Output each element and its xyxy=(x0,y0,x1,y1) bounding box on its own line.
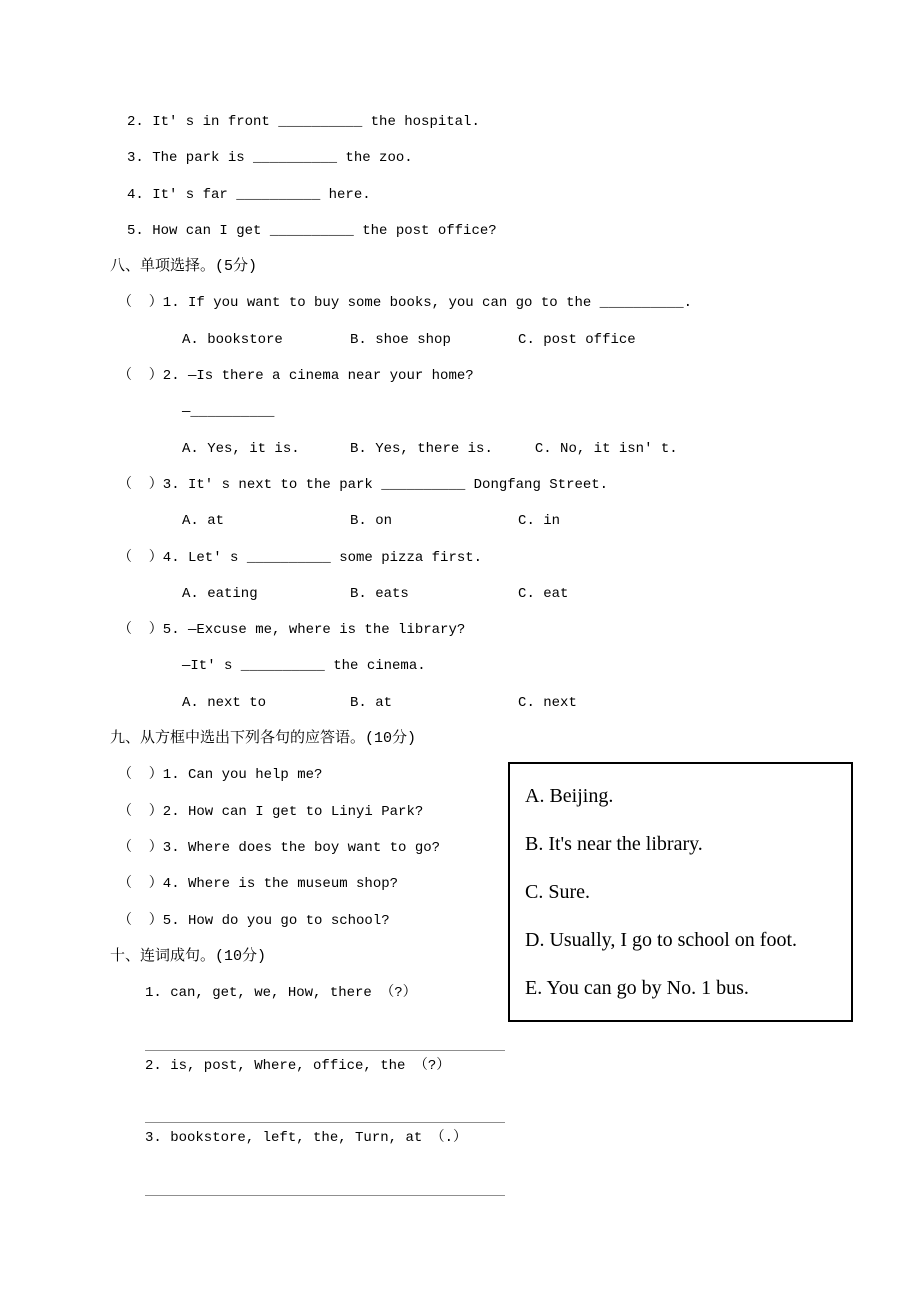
choice-question-2-options: A. Yes, it is. B. Yes, there is. C. No, it isn' t. xyxy=(182,440,678,457)
choice-question-3-options: A. at B. on C. in xyxy=(182,513,561,530)
choice-question-4-stem: （ ）4. Let' s __________ some pizza first. xyxy=(118,549,483,566)
match-question: （ ）4. Where is the museum shop? xyxy=(118,876,399,893)
match-question: （ ）2. How can I get to Linyi Park? xyxy=(118,803,424,820)
section-heading-sentence-reorder: 十、连词成句。(10分) xyxy=(110,947,267,965)
fill-blank-sentence: 3. The park is __________ the zoo. xyxy=(127,150,413,167)
choice-question-1-stem: （ ）1. If you want to buy some books, you can go to the __________. xyxy=(118,295,693,312)
match-question: （ ）1. Can you help me? xyxy=(118,767,323,784)
choice-question-2-stem: （ ）2. —Is there a cinema near your home? xyxy=(118,368,474,385)
section-heading-multiple-choice: 八、单项选择。(5分) xyxy=(110,258,258,276)
box-answer-c: C. Sure. xyxy=(525,881,590,903)
document-body xyxy=(110,104,880,1193)
choice-question-4-options: A. eating B. eats C. eat xyxy=(182,585,569,602)
match-question: （ ）5. How do you go to school? xyxy=(118,912,390,929)
section-heading-match-responses: 九、从方框中选出下列各句的应答语。(10分) xyxy=(110,730,417,748)
reorder-item: 3. bookstore, left, the, Turn, at （.） xyxy=(145,1130,468,1147)
choice-question-3-stem: （ ）3. It' s next to the park __________ Dongfang Street. xyxy=(118,476,609,493)
choice-question-5-stem: （ ）5. —Excuse me, where is the library? xyxy=(118,622,466,639)
box-answer-a: A. Beijing. xyxy=(525,785,614,807)
match-question: （ ）3. Where does the boy want to go? xyxy=(118,839,441,856)
fill-blank-sentence: 4. It' s far __________ here. xyxy=(127,186,371,203)
fill-blank-sentence: 5. How can I get __________ the post office? xyxy=(127,222,497,239)
choice-question-1-options: A. bookstore B. shoe shop C. post office xyxy=(182,331,636,348)
box-answer-b: B. It's near the library. xyxy=(525,833,703,855)
box-answer-e: E. You can go by No. 1 bus. xyxy=(525,977,749,999)
fill-blank-sentence: 2. It' s in front __________ the hospital. xyxy=(127,114,480,130)
answer-write-line xyxy=(145,1160,505,1196)
choice-question-5-options: A. next to B. at C. next xyxy=(182,694,577,711)
box-answer-d: D. Usually, I go to school on foot. xyxy=(525,929,798,951)
reorder-item: 2. is, post, Where, office, the （?） xyxy=(145,1057,451,1074)
answer-options-box xyxy=(508,762,853,1022)
answer-write-line xyxy=(145,1014,505,1050)
answer-write-line xyxy=(145,1087,505,1123)
choice-question-5-reply: —It' s __________ the cinema. xyxy=(182,658,426,675)
reorder-item: 1. can, get, we, How, there （?） xyxy=(145,985,417,1002)
choice-question-2-reply: —__________ xyxy=(182,404,275,421)
